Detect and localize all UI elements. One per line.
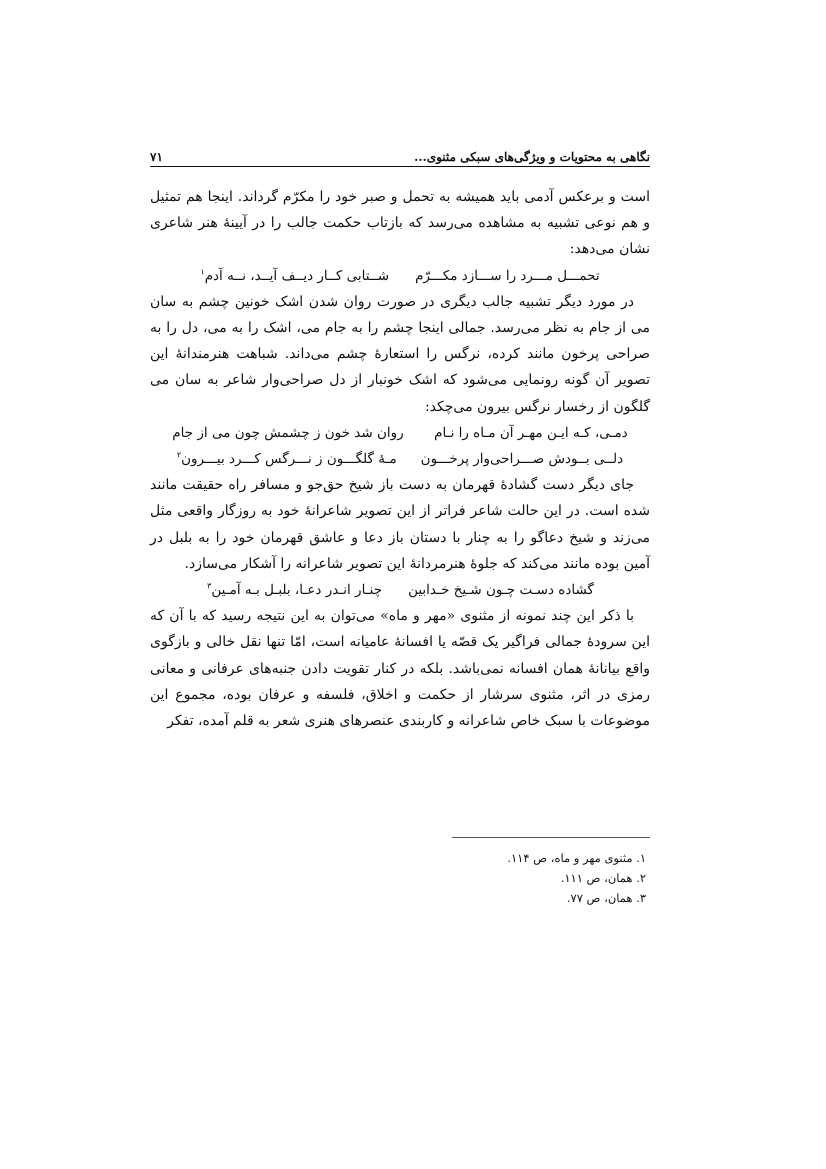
paragraph-1: است و برعکس آدمی باید همیشه به تحمل و صبر خود را مکرّم گرداند. اینجا هم تمثیل و هم نوعی تشبیه به مشاهده می‌رسد که بازتاب حکمت جالب را در آیینهٔ هنر شاعری نشان می‌دهد: (150, 189, 650, 258)
verse-2 (150, 420, 650, 446)
verse-3-hemistich-1: دلــی بــودش صـــراحی‌وار پرخـــون (420, 451, 624, 468)
header-rule (150, 166, 650, 167)
verse-2-hemistich-1: دمـی، کـه ایـن مهـر آن مـاه را نـام (434, 424, 628, 441)
verse-1 (150, 263, 650, 289)
footnote-1: ۱. مثنوی مهر و ماه، ص ۱۱۴. (507, 851, 646, 865)
verse-3 (150, 446, 650, 472)
verse-4 (150, 577, 650, 603)
verse-4-hemistich-1: گشاده دسـت چـون شـیخ خـدابین (408, 582, 594, 599)
footnotes (150, 848, 650, 908)
footnote-2: ۲. همان، ص ۱۱۱. (560, 871, 646, 885)
verse-1-hemistich-1: تحمـــل مـــرد را ســـازد مکـــرّم (415, 267, 600, 284)
body-text (150, 184, 650, 734)
paragraph-4: با ذکر این چند نمونه از مثنوی «مهر و ماه» می‌توان به این نتیجه رسید که با آن که این سرودهٔ جمالی فراگیر یک قصّه یا افسانهٔ عامیانه است، امّا تنها نقل خالی و بازگوی واقع بیانانهٔ همان افسانه نمی‌باشد. بلکه در کنار تقویت دادن جنبه‌های عرفانی و معانی رمزی در اثر، مثنوی سرشار از حکمت و اخلاق، فلسفه و عرفان بوده، مجموع این موضوعات با سبک خاص شاعرانه و کاربندی عنصرهای هنری شعر به قلم آمده، تفکر (150, 608, 651, 730)
verse-4-hemistich-2: چنـار انـدر دعـا، بلبـل بـه آمـین$^۳$ (207, 581, 383, 599)
page-number: ۷۱ (150, 150, 163, 164)
footnote-3: ۳. همان، ص ۷۷. (566, 891, 646, 905)
footnote-rule (452, 837, 650, 838)
running-title: نگاهی به محتویات و ویژگی‌های سبکی مثنوی... (414, 150, 650, 164)
page-header (150, 140, 650, 164)
verse-3-hemistich-2: مـهٔ گلگـــون ز نـــرگس کـــرد بیـــرون$^۲$ (176, 450, 397, 468)
footnote-ref-1: ۱ (200, 267, 205, 277)
paragraph-3: جای دیگر دست گشادهٔ قهرمان به دست باز شیخ حق‌جو و مسافر راه حقیقت مانند شده است. در این حالت شاعر فراتر از این تصویر شاعرانهٔ خود به روزگار واقعی مثل می‌زند و شیخ دعاگو را به چنار با دستان باز دعا و عاشق قهرمان خود را به بلبل در آمین بوده مانند می‌کند که جلوهٔ هنرمردانهٔ این تصویر شاعرانه را آشکار می‌سازد. (150, 477, 651, 572)
footnote-ref-3: ۳ (207, 581, 212, 591)
footnote-ref-2: ۲ (176, 450, 182, 460)
verse-1-hemistich-2: شــتابی کــار دیــف آیــد، نــه آدم$^۱$ (200, 267, 390, 284)
paragraph-2: در مورد دیگر تشبیه جالب دیگری در صورت روان شدن اشک خونین چشم به سان می از جام به نظر می‌رسد. جمالی اینجا چشم را به جام می، اشک را به می، دل را به صراحی پرخون مانند کرده، نرگس را استعارهٔ چشم می‌داند. شباهت هنرمندانهٔ این تصویر آن گونه رونمایی می‌شود که اشک خونبار از دل صراحی‌وار شاعر به سان می گلگون از رخسار نرگس بیرون می‌چکد: (150, 293, 650, 415)
verse-2-hemistich-2: روان شد خون ز چشمش چون می از جام (172, 424, 404, 441)
